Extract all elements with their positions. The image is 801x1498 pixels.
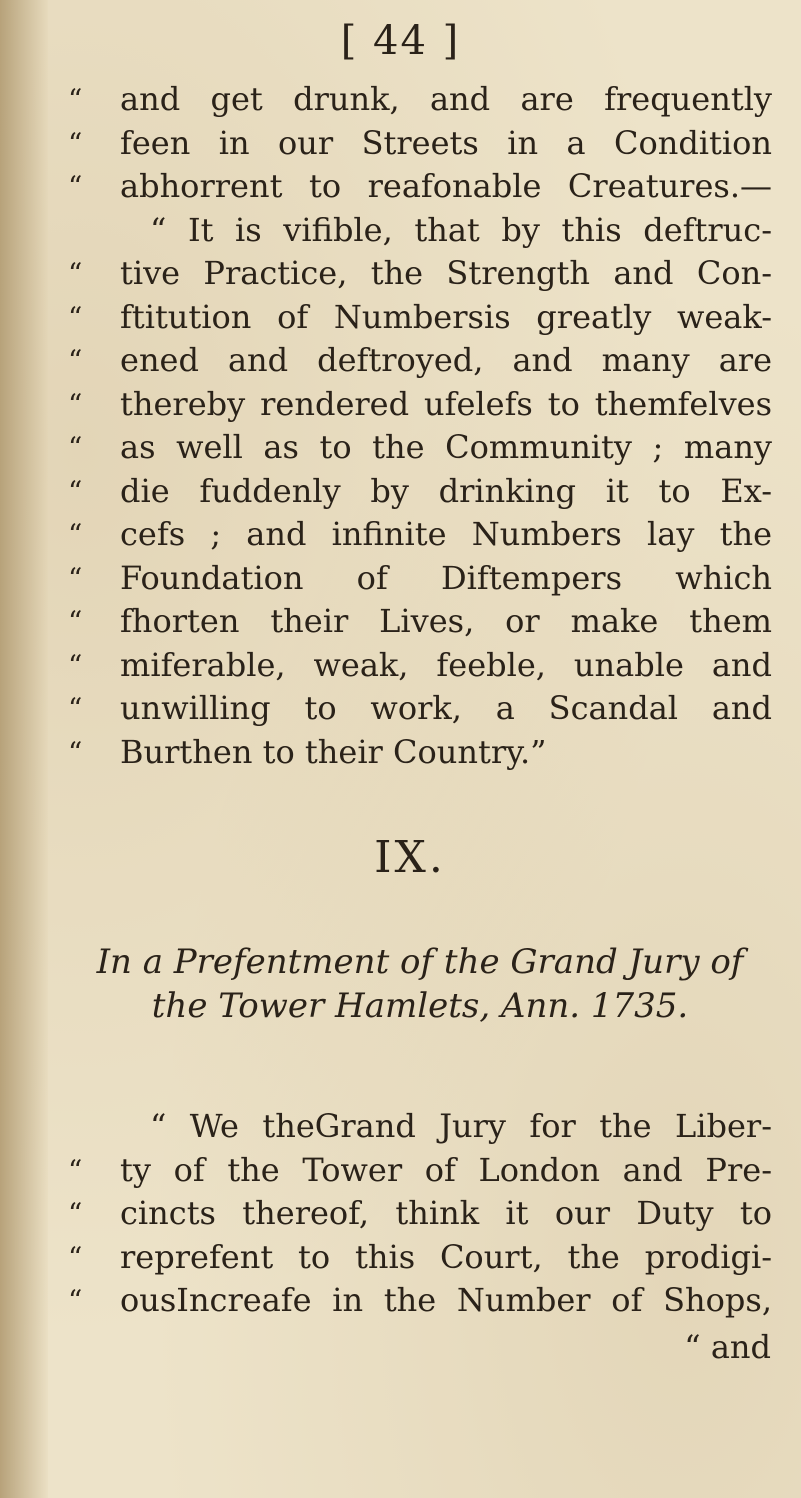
- top-paragraph: [68, 78, 772, 774]
- heading-line-2: the Tower Hamlets, Ann. 1735.: [151, 986, 689, 1026]
- text-line: “ We theGrand Jury for the Liber-: [150, 1107, 772, 1145]
- page-number: [ 44 ]: [340, 18, 461, 64]
- text-line: “ fhorten their Lives, or make them: [68, 602, 772, 640]
- text-line: “ Foundation of Diftempers which: [68, 558, 772, 597]
- text-line: “ Burthen to their Country.”: [68, 732, 547, 771]
- heading-line-1: In a Prefentment of the Grand Jury of: [96, 942, 744, 982]
- section-block: [60, 832, 760, 883]
- text-line: “ feen in our Streets in a Condition: [68, 123, 772, 162]
- bottom-paragraph: [68, 1105, 772, 1323]
- text-line: “ ty of the Tower of London and Pre-: [68, 1150, 772, 1189]
- binding-shadow: [0, 0, 48, 1498]
- text-line: “ unwilling to work, a Scandal and: [68, 689, 772, 727]
- text-line: “ abhorrent to reafonable Creatures.—: [68, 167, 772, 205]
- text-line: “ and get drunk, and are frequently: [68, 80, 772, 118]
- text-line: “ It is vifible, that by this deftruc-: [150, 210, 772, 249]
- section-number: IX.: [374, 832, 446, 883]
- text-line: “ cefs ; and infinite Numbers lay the: [68, 515, 772, 553]
- section-heading: [60, 940, 780, 1028]
- text-line: “ as well as to the Community ; many: [68, 428, 772, 466]
- text-line: “ tive Practice, the Strength and Con-: [68, 254, 772, 292]
- catchword: “ and: [684, 1328, 771, 1366]
- text-line: “ ftitution of Numbersis greatly weak-: [68, 297, 772, 336]
- text-line: “ thereby rendered ufelefs to themfelves: [68, 384, 772, 423]
- text-line: “ miferable, weak, feeble, unable and: [68, 645, 772, 684]
- text-line: “ ousIncreafe in the Number of Shops,: [68, 1281, 772, 1319]
- text-line: “ die fuddenly by drinking it to Ex-: [68, 471, 772, 510]
- text-line: “ cincts thereof, think it our Duty to: [68, 1194, 772, 1232]
- text-line: “ reprefent to this Court, the prodigi-: [68, 1237, 772, 1276]
- text-line: “ ened and deftroyed, and many are: [68, 341, 772, 379]
